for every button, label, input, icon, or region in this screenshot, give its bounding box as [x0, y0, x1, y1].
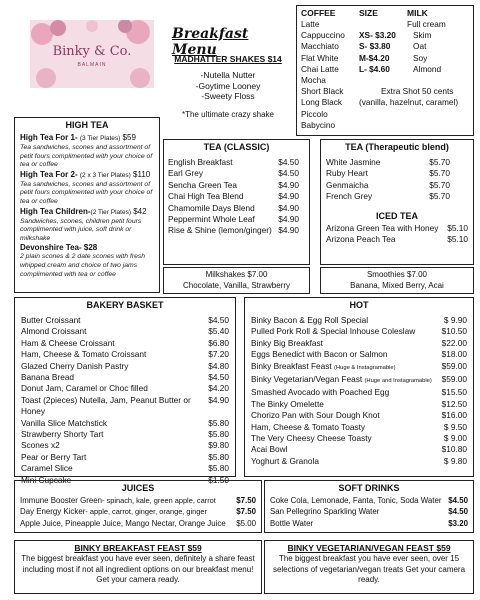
item-price: $4.90	[208, 394, 229, 405]
madhatter-section	[166, 54, 290, 119]
juice-price: $7.50	[236, 507, 256, 517]
juice-item	[20, 495, 256, 506]
coffee-item: Cappuccino	[301, 30, 345, 41]
coffee-size: M-$4.20	[359, 52, 390, 63]
breakfast-feast-title: BINKY BREAKFAST FEAST $59	[74, 543, 202, 553]
item-name: The Binky Omelette	[251, 398, 324, 409]
item-note: (Huge and Instagramable)	[364, 378, 432, 385]
juice-price: $7.50	[236, 496, 256, 505]
menu-item	[251, 422, 467, 433]
item-name: Ruby Heart	[326, 168, 368, 179]
item-name-wrap	[251, 338, 323, 349]
menu-item	[326, 157, 450, 168]
madhatter-note: *The ultimate crazy shake	[181, 109, 275, 119]
menu-item	[21, 326, 229, 337]
item-price: $1.50	[208, 474, 229, 485]
item-name-wrap	[251, 399, 324, 410]
smoothies-section	[320, 267, 474, 294]
size-header: SIZE	[359, 8, 378, 18]
item-name: Caramel Slice	[21, 463, 73, 474]
vegan-feast-section	[264, 540, 474, 594]
high-tea-desc: 2 plain scones & 2 date scones with fresh whipped cream and choice of two jams complimented with tea or coffee	[20, 253, 146, 278]
item-name: Donut Jam, Caramel or Choc filled	[21, 383, 148, 394]
coffee-item: Macchiato	[301, 41, 339, 52]
coffee-item: Babycino	[301, 119, 336, 130]
item-name: Pear or Berry Tart	[21, 451, 87, 462]
item-name: Toast (2pieces) Nutella, Jam, Peanut Butter or Honey	[21, 394, 191, 417]
coffee-extra: Extra Shot 50 cents	[381, 86, 454, 97]
item-price: $4.90	[278, 179, 299, 190]
menu-item	[251, 433, 467, 444]
menu-item	[168, 180, 299, 191]
item-price: $5.80	[208, 451, 229, 462]
breakfast-feast-desc: The biggest breakfast you have ever seen, definitely a share feast including most if not all ingredient options on our breakfast menu! Get your camera ready.	[21, 554, 255, 585]
juices-title: JUICES	[121, 483, 155, 493]
item-name: English Breakfast	[168, 157, 233, 167]
item-price: $5.80	[208, 463, 229, 474]
menu-item	[21, 463, 229, 474]
item-name: Ham, Cheese & Tomato Toasty	[251, 421, 366, 432]
soft-drink-item	[270, 495, 468, 506]
item-name-wrap	[251, 410, 380, 421]
item-price: $5.80	[208, 417, 229, 428]
menu-item	[21, 338, 229, 349]
item-price: $6.80	[208, 337, 229, 348]
coffee-milk: Soy	[413, 52, 428, 63]
menu-item	[21, 452, 229, 463]
soft-drinks-title: SOFT DRINKS	[338, 483, 400, 493]
item-name-wrap	[251, 422, 365, 433]
item-name: Ham, Cheese & Tomato Croissant	[21, 349, 147, 360]
tea-therapeutic-section	[320, 139, 474, 265]
item-name-wrap	[251, 387, 389, 398]
item-price: $4.90	[278, 214, 299, 225]
menu-item	[21, 440, 229, 451]
item-name: Yoghurt & Granola	[251, 455, 319, 466]
item-price: $4.50	[208, 372, 229, 383]
item-name: Banana Bread	[21, 372, 75, 383]
item-name: Chorizo Pan with Sour Dough Knot	[251, 410, 380, 421]
item-name-wrap	[251, 349, 388, 360]
item-price: $4.50	[208, 315, 229, 325]
item-name: Scones x2	[21, 440, 60, 451]
coffee-milk: Oat	[413, 41, 427, 52]
menu-item	[326, 234, 468, 245]
coffee-row	[301, 19, 469, 30]
vegan-feast-title: BINKY VEGETARIAN/VEGAN FEAST $59	[287, 543, 451, 553]
coffee-milk: Almond	[413, 63, 442, 74]
soft-drink-name: Bottle Water	[270, 518, 314, 528]
coffee-size: S- $3.80	[359, 41, 391, 52]
item-name: Rise & Shine (lemon/ginger)	[168, 225, 272, 236]
high-tea-title: HIGH TEA	[65, 120, 109, 130]
item-price: $16.00	[441, 410, 467, 421]
item-price: $4.20	[208, 383, 229, 394]
menu-item	[251, 326, 467, 337]
item-name: Mini Cupcake	[21, 474, 72, 485]
coffee-size	[359, 19, 407, 30]
item-name: Binky Vegetarian/Vegan Feast	[251, 374, 365, 385]
menu-item	[21, 349, 229, 360]
hot-section	[244, 297, 474, 477]
menu-item	[21, 418, 229, 429]
item-price: $22.00	[441, 337, 467, 348]
coffee-milk	[407, 109, 413, 120]
coffee-row	[301, 30, 469, 41]
coffee-row	[301, 41, 469, 52]
menu-item	[251, 338, 467, 349]
coffee-milk	[407, 75, 413, 86]
coffee-item: Flat White	[301, 52, 339, 63]
coffee-row	[301, 86, 469, 97]
iced-tea-title: ICED TEA	[375, 210, 418, 221]
item-name-wrap	[251, 456, 319, 467]
item-price: $4.90	[278, 191, 299, 202]
item-price: $ 9.90	[443, 315, 467, 325]
menu-item	[168, 168, 299, 179]
menu-title: Breakfast Menu	[172, 26, 249, 58]
menu-item	[251, 399, 467, 410]
coffee-section	[296, 5, 474, 136]
coffee-row	[301, 75, 469, 86]
menu-item	[168, 203, 299, 214]
item-name: Chai High Tea Blend	[168, 191, 244, 202]
menu-item	[21, 429, 229, 440]
item-name: Glazed Cherry Danish Pastry	[21, 360, 129, 371]
item-price: $15.50	[441, 387, 467, 398]
madhatter-item: -Sweety Floss	[201, 91, 255, 101]
high-tea-desc: Tea sandwiches, scones and assortment of petit fours complimented with your choice of tea or coffee	[20, 144, 153, 169]
soft-drinks-section	[264, 480, 474, 533]
coffee-size	[359, 120, 407, 131]
item-name: Pulled Pork Roll & Special Inhouse Coleslaw	[251, 326, 416, 337]
menu-item	[251, 410, 467, 421]
menu-item	[251, 456, 467, 467]
coffee-item: Latte	[301, 19, 320, 29]
item-name-wrap	[251, 361, 396, 374]
menu-item	[326, 223, 468, 234]
soft-drink-item	[270, 518, 468, 529]
juice-name-wrap	[20, 495, 216, 506]
item-name: Smashed Avocado with Poached Egg	[251, 387, 390, 398]
coffee-milk	[407, 120, 413, 131]
item-price: $10.50	[441, 326, 467, 337]
item-price: $10.80	[441, 444, 467, 455]
soft-drink-name: San Pellegrino Sparkling Water	[270, 507, 380, 517]
menu-item	[251, 444, 467, 455]
item-name: Earl Grey	[168, 168, 204, 179]
coffee-header: COFFEE	[301, 8, 336, 18]
menu-item	[326, 180, 450, 191]
menu-item	[168, 225, 299, 236]
coffee-row	[301, 64, 469, 75]
menu-item	[251, 315, 467, 326]
item-price: $9.80	[208, 440, 229, 451]
madhatter-item: -Goytime Looney	[195, 80, 261, 91]
item-name-wrap	[251, 433, 372, 444]
coffee-item: Short Black	[301, 86, 344, 97]
item-name: Genmaicha	[326, 179, 369, 190]
coffee-row	[301, 109, 469, 120]
logo	[30, 20, 154, 88]
menu-item	[21, 372, 229, 383]
smoothies-title: Smoothies $7.00	[366, 270, 428, 279]
juice-item	[20, 518, 256, 529]
item-name: Sencha Green Tea	[168, 179, 238, 190]
menu-item	[168, 157, 299, 168]
juice-desc: - spinach, kale, green apple, carrot	[102, 496, 216, 505]
breakfast-feast-section	[14, 540, 262, 594]
item-price: $5.10	[447, 222, 468, 233]
coffee-row	[301, 97, 469, 108]
milk-header: MILK	[407, 8, 428, 18]
menu-item	[326, 191, 450, 202]
logo-subtitle: BALMAIN	[77, 62, 107, 68]
item-name: Acai Bowl	[251, 444, 288, 455]
item-price: $4.90	[278, 225, 299, 236]
item-name: Binky Bacon & Egg Roll Special	[251, 315, 369, 325]
high-tea-desc: Tea sandwiches, scones and assortment of petit fours complimented with your choice of tea or coffee	[20, 180, 153, 205]
juice-name: Apple Juice, Pineapple Juice, Mango Nectar, Orange Juice	[20, 518, 226, 528]
item-name: Peppermint Whole Leaf	[168, 214, 255, 225]
soft-drink-price: $3.20	[448, 518, 468, 528]
milkshakes-items: Chocolate, Vanilla, Strawberry	[182, 281, 290, 290]
item-name: Chamomile Days Blend	[168, 202, 255, 213]
menu-item	[251, 349, 467, 360]
item-name: French Grey	[326, 191, 373, 202]
hot-title: HOT	[349, 300, 369, 310]
item-price: $4.50	[278, 168, 299, 179]
item-price: $4.90	[278, 202, 299, 213]
coffee-size	[359, 75, 407, 86]
item-name: Ham & Cheese Croissant	[21, 337, 115, 348]
item-price: $59.00	[441, 374, 467, 385]
item-name: Binky Big Breakfast	[251, 337, 323, 348]
item-name: Eggs Benedict with Bacon or Salmon	[251, 349, 388, 360]
item-name: Almond Croissant	[21, 326, 87, 337]
item-name: The Very Cheesy Cheese Toasty	[251, 433, 372, 444]
item-price: $18.00	[441, 349, 467, 360]
smoothies-items: Banana, Mixed Berry, Acai	[350, 281, 444, 290]
juice-price: $5.00	[236, 518, 256, 528]
item-price: $7.20	[208, 349, 229, 360]
item-price: $ 9.50	[443, 421, 467, 432]
coffee-size: L- $4.60	[359, 63, 390, 74]
item-name: Butter Croissant	[21, 315, 81, 325]
menu-item	[21, 395, 229, 418]
menu-item	[251, 374, 467, 387]
coffee-row	[301, 120, 469, 131]
logo-name: Binky & Co.	[52, 44, 132, 59]
coffee-item: Chai Latte	[301, 63, 339, 74]
madhatter-item: -Nutella Nutter	[200, 70, 256, 80]
juice-item	[20, 506, 256, 517]
item-price: $5.70	[429, 179, 450, 190]
soft-drink-item	[270, 506, 468, 517]
juice-desc: - apple, carrot, ginger, orange, ginger	[85, 507, 207, 517]
soft-drink-name: Coke Cola, Lemonade, Fanta, Tonic, Soda Water	[270, 496, 442, 505]
coffee-item: Piccolo	[301, 108, 328, 119]
juices-section	[14, 480, 262, 533]
coffee-item: Long Black	[301, 97, 343, 108]
item-name-wrap	[251, 326, 415, 337]
coffee-milk: Full cream	[407, 19, 446, 29]
milkshakes-title: Milkshakes $7.00	[205, 270, 268, 279]
item-price: $5.80	[208, 429, 229, 440]
coffee-item: Mocha	[301, 75, 326, 86]
menu-item	[168, 214, 299, 225]
milkshakes-section	[163, 267, 310, 294]
item-price: $ 9.00	[443, 433, 467, 444]
menu-item	[251, 361, 467, 374]
coffee-size	[359, 109, 407, 120]
item-price: $5.70	[429, 157, 450, 167]
juice-name-wrap	[20, 518, 226, 529]
item-name-wrap	[251, 315, 368, 326]
item-name: Binky Breakfast Feast	[251, 360, 335, 371]
bakery-section	[14, 297, 236, 485]
coffee-extra: (vanilla, hazelnut, caramel)	[359, 97, 459, 108]
item-price: $5.70	[429, 191, 450, 202]
devonshire-title: Devonshire Tea- $28	[20, 243, 98, 253]
menu-item	[21, 361, 229, 372]
item-name: White Jasmine	[326, 157, 381, 167]
soft-drink-price: $4.50	[448, 496, 468, 505]
vegan-feast-desc: The biggest breakfast you have ever seen, over 15 selections of vegetarian/vegan treats Get your camera ready.	[272, 554, 466, 585]
juice-name-wrap	[20, 506, 207, 517]
item-name: Arizona Green Tea with Honey	[326, 222, 439, 233]
madhatter-title: MADHATTER SHAKES $14	[174, 54, 282, 64]
item-price: $4.50	[278, 157, 299, 167]
high-tea-desc: Sandwiches, scones, children petit fours complimented with juice, soft drink or milkshake	[20, 217, 142, 242]
juice-name: Day Energy Kicker	[20, 507, 86, 517]
item-price: $59.00	[441, 360, 467, 371]
tea-classic-section	[163, 139, 310, 265]
menu-item	[326, 168, 450, 179]
item-price: $5.10	[447, 234, 468, 245]
tea-classic-title: TEA (CLASSIC)	[203, 142, 270, 152]
item-name: Strawberry Shorty Tart	[21, 429, 104, 440]
coffee-milk: Skim	[413, 30, 432, 41]
item-price: $5.70	[429, 168, 450, 179]
coffee-size: XS- $3.20	[359, 30, 396, 41]
item-name-wrap	[251, 444, 287, 455]
juice-name: Immune Booster Green	[20, 496, 103, 505]
item-price: $ 9.80	[443, 455, 467, 466]
item-price: $5.40	[208, 326, 229, 337]
tea-therapeutic-title: TEA (Therapeutic blend)	[345, 142, 449, 152]
coffee-row	[301, 53, 469, 64]
menu-item	[168, 191, 299, 202]
item-price: $4.80	[208, 360, 229, 371]
bakery-title: BAKERY BASKET	[86, 300, 164, 310]
menu-item	[251, 387, 467, 398]
menu-item	[21, 315, 229, 326]
high-tea-section: HIGH TEA High Tea For 1- (3 Tier Plates) $59 Tea sandwiches, scones and assortment of petit fours complimented with your choice of tea or coffee High Tea For 2- (2 x 3 Tier Plates) $110 Tea sandwiches, scones and assortment of petit fours complimented with your choice of tea or coffee High Tea Children-(2 Tier Plates) $42 Sandwiches, scones, children petit fours complimented with juice, soft drink or milkshake Devonshire Tea- $28 2 plain scones & 2 date scones with fresh whipped cream and choice of two jams complimented with tea or coffee	[14, 117, 160, 293]
item-name-wrap	[251, 374, 432, 387]
item-price: $12.50	[441, 398, 467, 409]
item-note: (Huge & Instagramable)	[334, 364, 396, 371]
item-name: Arizona Peach Tea	[326, 234, 396, 245]
soft-drink-price: $4.50	[448, 507, 468, 517]
menu-item	[21, 383, 229, 394]
item-name: Vanilla Slice Matchstick	[21, 417, 108, 428]
